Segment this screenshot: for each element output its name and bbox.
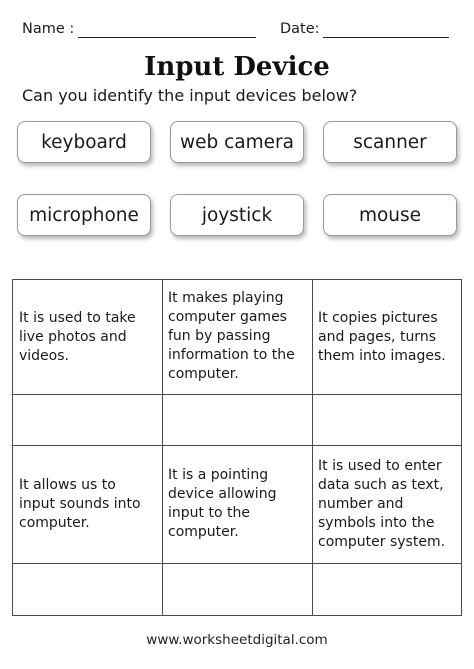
answer-cell[interactable] [13,563,162,615]
instructions: Can you identify the input devices below? [22,86,358,105]
word-mouse: mouse [323,194,457,236]
date-blank[interactable] [323,37,449,38]
page-title: Input Device [144,52,330,82]
clue-cell: It allows us to input sounds into computer. [19,477,141,531]
word-keyboard: keyboard [17,121,151,163]
word-joystick: joystick [170,194,304,236]
clue-cell: It is used to take live photos and videos. [19,310,136,364]
clue-cell: It is used to enter data such as text, number and symbols into the computer system. [318,458,446,550]
date-label: Date: [280,21,320,37]
grid-divider [13,445,461,446]
clue-cell: It copies pictures and pages, turns them into images. [318,310,446,364]
name-label: Name : [22,21,75,37]
worksheet-header [22,21,452,41]
word-web-camera: web camera [170,121,304,163]
answer-cell[interactable] [312,563,461,615]
word-microphone: microphone [17,194,151,236]
answer-cell[interactable] [162,394,312,445]
name-blank[interactable] [78,37,256,38]
clue-cell: It makes playing computer games fun by passing information to the computer. [168,290,295,382]
answer-grid [12,279,462,616]
answer-cell[interactable] [162,563,312,615]
word-scanner: scanner [323,121,457,163]
answer-cell[interactable] [13,394,162,445]
footer-url: www.worksheetdigital.com [146,632,328,648]
answer-cell[interactable] [312,394,461,445]
clue-cell: It is a pointing device allowing input to the computer. [168,467,277,540]
